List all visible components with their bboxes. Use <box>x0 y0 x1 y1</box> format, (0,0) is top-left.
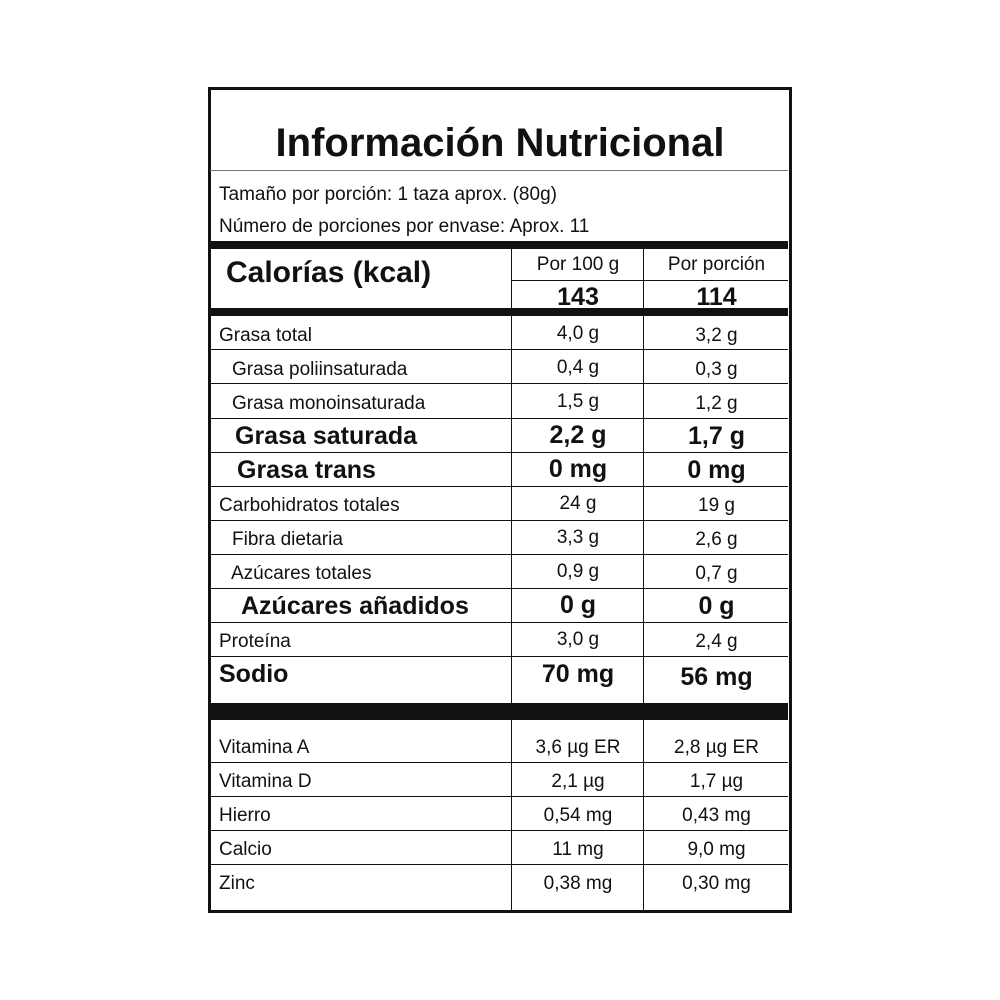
row-divider <box>210 520 788 521</box>
micronutrient-name: Vitamina D <box>219 771 312 792</box>
row-divider <box>210 656 788 657</box>
nutrient-name: Grasa monoinsaturada <box>232 393 426 414</box>
nutrient-per-100g: 2,2 g <box>549 421 607 449</box>
micronutrient-name: Vitamina A <box>219 737 310 758</box>
nutrient-name: Grasa total <box>219 325 312 346</box>
nutrient-per-portion: 0,3 g <box>695 359 738 380</box>
serving-size: Tamaño por porción: 1 taza aprox. (80g) <box>219 184 557 205</box>
nutrient-per-100g: 4,0 g <box>556 323 600 344</box>
nutrient-per-portion: 1,2 g <box>695 393 738 414</box>
micronutrient-per-portion: 9,0 mg <box>687 839 746 860</box>
calories-per-portion: 114 <box>696 283 737 311</box>
nutrient-name: Grasa saturada <box>235 422 418 450</box>
nutrient-name: Sodio <box>219 660 289 688</box>
nutrient-per-portion: 2,6 g <box>695 529 738 550</box>
row-divider <box>210 486 788 487</box>
row-divider <box>210 864 788 865</box>
micronutrient-per-portion: 0,43 mg <box>682 805 751 826</box>
nutrient-per-portion: 0 mg <box>687 456 746 484</box>
nutrient-per-100g: 1,5 g <box>556 391 600 412</box>
calorie-header-divider <box>512 280 788 281</box>
row-divider <box>210 762 788 763</box>
micronutrient-per-100g: 0,38 mg <box>543 873 613 894</box>
calories-per-100g: 143 <box>557 283 599 311</box>
nutrient-per-portion: 0,7 g <box>695 563 738 584</box>
nutrient-per-portion: 1,7 g <box>688 422 745 450</box>
thick-divider-micro <box>210 703 788 720</box>
nutrient-per-100g: 0 g <box>559 591 597 619</box>
column-header-per-portion: Por porción <box>667 254 766 275</box>
nutrient-name: Fibra dietaria <box>232 529 343 550</box>
nutrient-per-100g: 0 mg <box>548 455 608 483</box>
micronutrient-per-100g: 3,6 µg ER <box>535 737 621 758</box>
row-divider <box>210 349 788 350</box>
row-divider <box>210 830 788 831</box>
nutrient-per-portion: 56 mg <box>680 663 753 691</box>
thick-divider-top <box>210 241 788 249</box>
nutrient-per-100g: 70 mg <box>541 660 615 688</box>
micronutrient-per-100g: 0,54 mg <box>543 805 613 826</box>
row-divider <box>210 418 788 419</box>
calories-label: Calorías (kcal) <box>226 256 432 289</box>
nutrient-name: Grasa poliinsaturada <box>232 359 408 380</box>
servings-per-container: Número de porciones por envase: Aprox. 11 <box>219 216 590 237</box>
nutrient-name: Azúcares añadidos <box>241 592 469 620</box>
micronutrient-per-portion: 2,8 µg ER <box>674 737 759 758</box>
title-divider <box>210 170 788 171</box>
column-header-per-100g: Por 100 g <box>536 254 620 275</box>
micronutrient-name: Calcio <box>219 839 272 860</box>
row-divider <box>210 622 788 623</box>
nutrient-per-portion: 2,4 g <box>695 631 738 652</box>
row-divider <box>210 554 788 555</box>
nutrient-name: Grasa trans <box>237 456 376 484</box>
nutrient-per-100g: 0,4 g <box>556 357 600 378</box>
micronutrient-name: Hierro <box>219 805 271 826</box>
micronutrient-per-100g: 2,1 µg <box>551 771 605 792</box>
nutrient-per-portion: 3,2 g <box>695 325 738 346</box>
row-divider <box>210 452 788 453</box>
nutrient-per-100g: 0,9 g <box>556 561 600 582</box>
row-divider <box>210 796 788 797</box>
nutrient-per-100g: 3,0 g <box>556 629 600 650</box>
row-divider <box>210 383 788 384</box>
nutrient-name: Azúcares totales <box>231 563 372 584</box>
label-title: Información Nutricional <box>275 121 725 165</box>
micronutrient-per-portion: 0,30 mg <box>682 873 751 894</box>
nutrient-name: Proteína <box>219 631 291 652</box>
micronutrient-per-100g: 11 mg <box>552 839 604 860</box>
micronutrient-per-portion: 1,7 µg <box>689 771 744 792</box>
nutrient-name: Carbohidratos totales <box>219 495 400 516</box>
nutrient-per-100g: 3,3 g <box>556 527 600 548</box>
nutrient-per-100g: 24 g <box>559 493 597 514</box>
row-divider <box>210 588 788 589</box>
micronutrient-name: Zinc <box>219 873 255 894</box>
nutrient-per-portion: 19 g <box>698 495 735 516</box>
nutrient-per-portion: 0 g <box>698 592 735 620</box>
